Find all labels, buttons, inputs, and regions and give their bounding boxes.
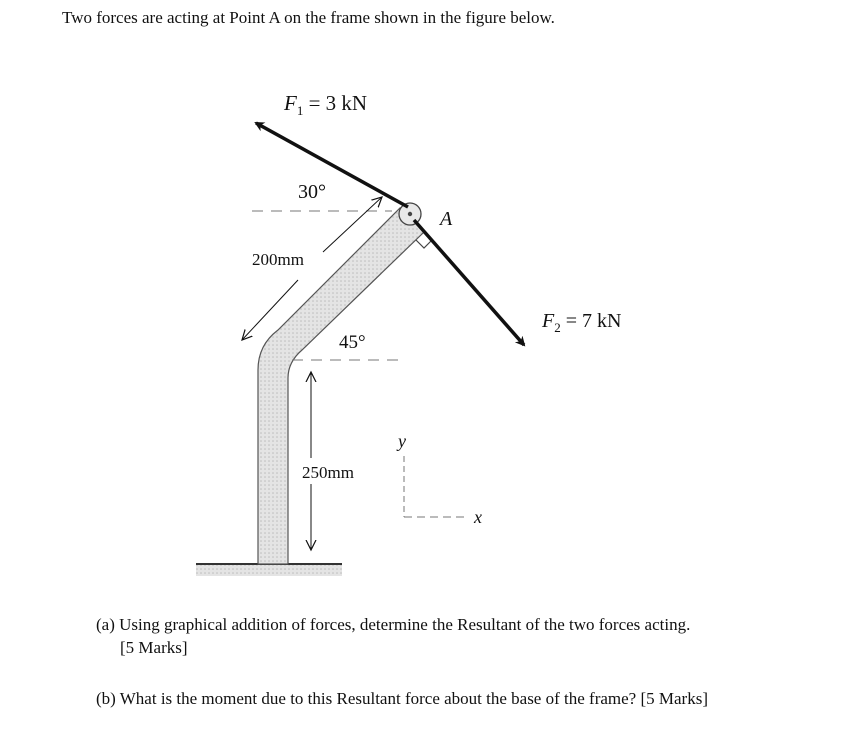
angle-30-label: 30° <box>298 181 326 203</box>
f2-label: $F_2 = 7$ kN <box>542 310 622 335</box>
question-b: (b) What is the moment due to this Resultant force about the base of the frame? [5 Marks] <box>96 689 708 708</box>
question-a-marks: [5 Marks] <box>120 638 188 657</box>
f2-arrow <box>414 220 524 345</box>
f1-arrow <box>256 123 408 207</box>
dim-200-label: 200mm <box>252 250 304 269</box>
x-axis-label: x <box>474 507 482 527</box>
y-axis-label: y <box>398 431 406 451</box>
f1-label: $F_1 = 3$ kN <box>284 91 368 118</box>
ground-base <box>196 564 342 576</box>
question-a: (a) Using graphical addition of forces, determine the Resultant of the two forces acting. <box>96 615 691 634</box>
intro-text: Two forces are acting at Point A on the frame shown in the figure below. <box>62 8 555 27</box>
point-a-label: A <box>440 208 453 230</box>
angle-45-label: 45° <box>339 332 366 353</box>
dim-250-label: 250mm <box>302 463 354 482</box>
